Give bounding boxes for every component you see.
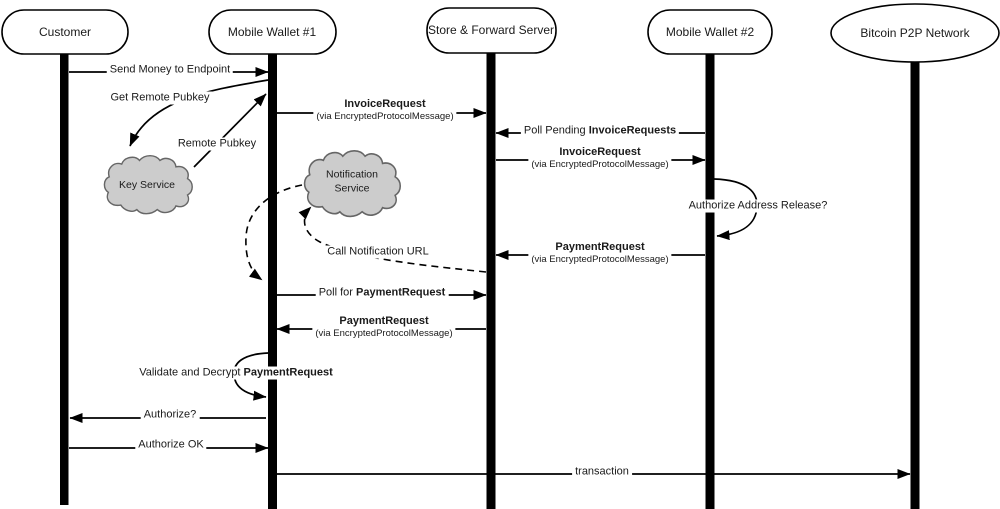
notification-service-label-line1: Notification <box>326 168 378 181</box>
message-label-authorize-question: Authorize? <box>141 409 200 422</box>
message-name: InvoiceRequests <box>588 124 677 137</box>
message-via: (via EncryptedProtocolMessage) <box>315 327 453 339</box>
message-via: (via EncryptedProtocolMessage) <box>531 253 669 265</box>
message-label-poll-for-payment-request <box>316 287 449 300</box>
message-name: InvoiceRequest <box>559 145 641 158</box>
key-service-label: Key Service <box>118 179 176 192</box>
message-label-send-money: Send Money to Endpoint <box>107 64 233 77</box>
message-name: PaymentRequest <box>356 286 446 299</box>
message-label-payment-request-1 <box>528 241 671 265</box>
message-label-authorize-address-release: Authorize Address Release? <box>686 200 831 213</box>
lifeline-customer <box>60 48 69 505</box>
message-label-invoice-request-1 <box>313 98 456 122</box>
message-via: (via EncryptedProtocolMessage) <box>316 110 454 122</box>
arrow-remote-pubkey <box>194 94 266 167</box>
message-label-get-remote-pubkey: Get Remote Pubkey <box>107 92 212 105</box>
message-pre: Poll Pending <box>523 124 589 137</box>
message-label-authorize-ok: Authorize OK <box>135 439 206 452</box>
actor-label-mobile-wallet-2: Mobile Wallet #2 <box>665 25 755 39</box>
message-pre: Validate and Decrypt <box>139 366 244 379</box>
message-via: (via EncryptedProtocolMessage) <box>531 158 669 170</box>
lifeline-bitcoin-p2p-network <box>911 58 920 509</box>
lifeline-mobile-wallet-1 <box>268 48 277 509</box>
message-pre: Poll for <box>318 286 357 299</box>
actor-label-customer: Customer <box>38 25 92 39</box>
message-name: PaymentRequest <box>243 366 333 379</box>
notification-service-label <box>326 168 378 195</box>
message-name: PaymentRequest <box>339 314 429 327</box>
message-name: InvoiceRequest <box>344 97 426 110</box>
lifeline-mobile-wallet-2 <box>706 48 715 509</box>
arrow-call-notification-url <box>305 207 486 272</box>
message-label-call-notification-url: Call Notification URL <box>324 246 431 259</box>
actor-label-store-forward-server: Store & Forward Server <box>427 23 555 37</box>
actor-label-bitcoin-p2p-network: Bitcoin P2P Network <box>860 26 970 40</box>
message-label-invoice-request-2 <box>528 146 671 170</box>
message-label-payment-request-2 <box>312 315 455 339</box>
message-label-transaction: transaction <box>572 466 632 479</box>
message-label-poll-pending <box>521 125 679 138</box>
lifeline-store-forward-server <box>487 46 496 509</box>
actor-label-mobile-wallet-1: Mobile Wallet #1 <box>227 25 317 39</box>
message-label-remote-pubkey: Remote Pubkey <box>175 138 259 151</box>
notification-service-label-line2: Service <box>334 182 370 194</box>
message-label-validate-decrypt <box>136 367 336 380</box>
message-name: PaymentRequest <box>555 240 645 253</box>
